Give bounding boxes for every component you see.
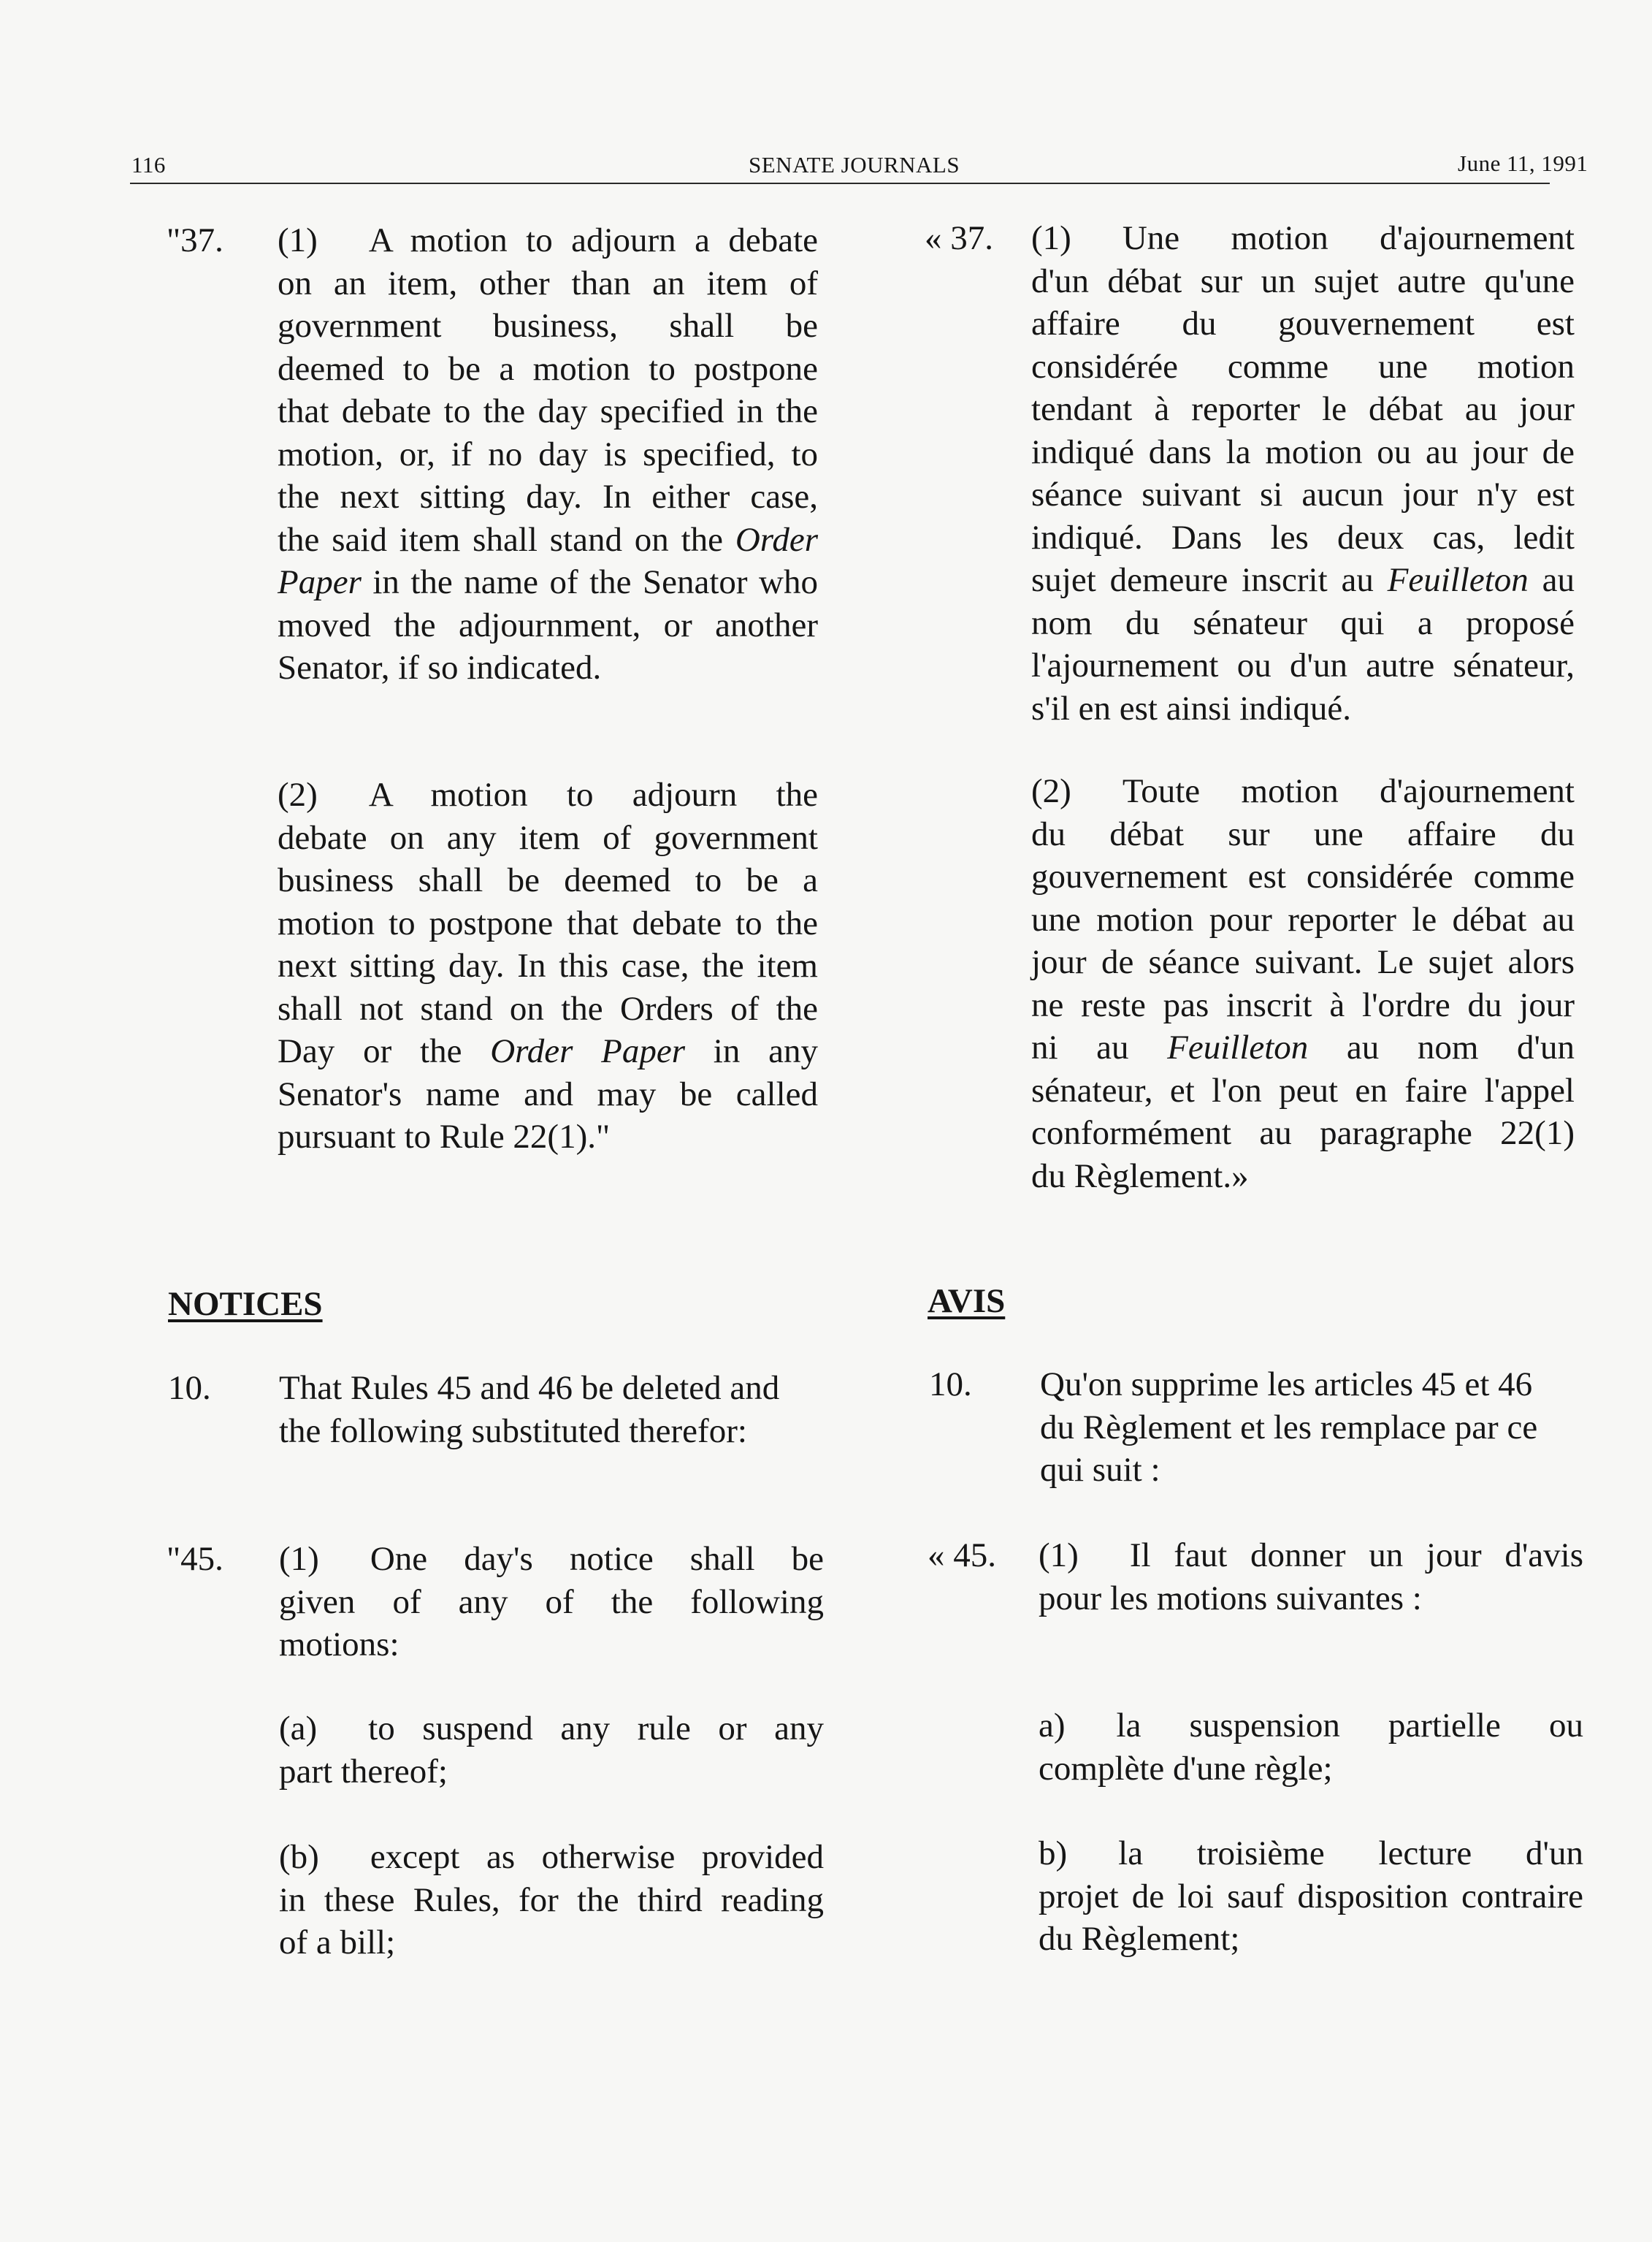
text-line: (1) Il faut donner un jour d'avis (1039, 1536, 1583, 1574)
text-line: motion to postpone that debate to the (278, 904, 818, 942)
text-line: Paper in the name of the Senator who (278, 563, 818, 601)
text-line: s'il en est ainsi indiqué. (1031, 689, 1351, 728)
text-line: part thereof; (279, 1752, 448, 1791)
text-line: business shall be deemed to be a (278, 861, 818, 899)
text-line: considérée comme une motion (1031, 347, 1575, 386)
text-line: a) la suspension partielle ou (1039, 1707, 1583, 1745)
regle-45-item-a (1039, 1704, 1583, 1790)
para-label: (1) (1031, 219, 1071, 257)
text-line: on an item, other than an item of (278, 264, 818, 302)
text-line: pour les motions suivantes : (1039, 1579, 1422, 1617)
text-line: government business, shall be (278, 307, 818, 345)
para-label: (a) (279, 1709, 318, 1747)
text-line: complète d'une règle; (1039, 1749, 1333, 1788)
para-label: a) (1039, 1707, 1066, 1745)
text-line: ne reste pas inscrit à l'ordre du jour (1031, 985, 1575, 1024)
rule-37-number: "37. (167, 221, 223, 259)
text-line: indiqué. Dans les deux cas, ledit (1031, 518, 1575, 557)
text-line: motions: (279, 1625, 399, 1663)
rule-37-para-1 (278, 219, 818, 690)
text-line: of a bill; (279, 1923, 396, 1961)
text-line: l'ajournement ou d'un autre sénateur, (1031, 647, 1575, 685)
regle-45-number: « 45. (928, 1536, 996, 1574)
text-line: (1) One day's notice shall be (279, 1540, 824, 1578)
text-line: next sitting day. In this case, the item (278, 947, 818, 985)
avis-item-10-text (1040, 1363, 1583, 1492)
text-line: (2) Toute motion d'ajournement (1031, 772, 1575, 810)
para-label: (1) (278, 221, 318, 259)
text-line: pursuant to Rule 22(1)." (278, 1118, 611, 1156)
regle-37-number: « 37. (925, 219, 993, 257)
text-line: d'un débat sur un sujet autre qu'une (1031, 262, 1575, 300)
text-line: projet de loi sauf disposition contraire (1039, 1877, 1583, 1915)
text-line: ni au Feuilleton au nom d'un (1031, 1029, 1575, 1067)
rule-45-number: "45. (167, 1540, 223, 1578)
text-line: sujet demeure inscrit au Feuilleton au (1031, 561, 1575, 599)
text-line: séance suivant si aucun jour n'y est (1031, 476, 1575, 514)
text-line: deemed to be a motion to postpone (278, 349, 818, 388)
text-line: jour de séance suivant. Le sujet alors (1031, 943, 1575, 981)
text-line: (a) to suspend any rule or any (279, 1709, 824, 1747)
text-line: that debate to the day specified in the (278, 392, 818, 430)
text-line: Day or the Order Paper in any (278, 1032, 818, 1070)
para-label: (1) (1039, 1536, 1079, 1574)
text-line: (1) Une motion d'ajournement (1031, 219, 1575, 257)
rule-37-para-2 (278, 774, 818, 1159)
regle-37-para-1 (1031, 217, 1575, 730)
text-line: b) la troisième lecture d'un (1039, 1834, 1583, 1872)
text-line: the next sitting day. In either case, (278, 478, 818, 516)
text-line: shall not stand on the Orders of the (278, 989, 818, 1028)
text-line: (b) except as otherwise provided (279, 1838, 824, 1876)
text-line: That Rules 45 and 46 be deleted and (279, 1369, 780, 1407)
text-line: in these Rules, for the third reading (279, 1880, 824, 1919)
para-label: b) (1039, 1834, 1068, 1872)
text-line: une motion pour reporter le débat au (1031, 900, 1575, 939)
page-date: June 11, 1991 (1458, 150, 1588, 176)
text-line: affaire du gouvernement est (1031, 305, 1575, 343)
text-line: qui suit : (1040, 1451, 1160, 1489)
text-line: du débat sur une affaire du (1031, 815, 1575, 853)
avis-item-10-number: 10. (929, 1365, 972, 1403)
text-line: given of any of the following (279, 1582, 824, 1621)
running-title: SENATE JOURNALS (749, 152, 960, 178)
text-line: Qu'on supprime les articles 45 et 46 (1040, 1365, 1533, 1403)
para-label: (2) (1031, 772, 1071, 810)
para-label: (1) (279, 1540, 319, 1578)
text-line: moved the adjournment, or another (278, 606, 818, 644)
page-number: 116 (131, 152, 166, 178)
regle-37-para-2 (1031, 770, 1575, 1197)
rule-45-para-1 (279, 1538, 824, 1666)
text-line: the said item shall stand on the Order (278, 520, 818, 559)
text-line: conformément au paragraphe 22(1) (1031, 1114, 1575, 1152)
text-line: gouvernement est considérée comme (1031, 858, 1575, 896)
text-line: Senator, if so indicated. (278, 649, 602, 687)
rule-45-item-b (279, 1836, 824, 1964)
regle-45-para-1 (1039, 1534, 1583, 1620)
header-rule (130, 183, 1550, 184)
rule-45-item-a (279, 1707, 824, 1793)
text-line: tendant à reporter le débat au jour (1031, 390, 1575, 428)
para-label: (b) (279, 1838, 319, 1876)
notices-heading: NOTICES (168, 1285, 323, 1323)
regle-45-item-b (1039, 1832, 1583, 1961)
text-line: indiqué dans la motion ou au jour de (1031, 432, 1575, 471)
text-line: sénateur, et l'on peut en faire l'appel (1031, 1071, 1575, 1110)
item-10-number: 10. (168, 1369, 211, 1407)
text-line: (2) A motion to adjourn the (278, 776, 818, 814)
text-line: Senator's name and may be called (278, 1075, 818, 1113)
text-line: motion, or, if no day is specified, to (278, 435, 818, 473)
text-line: du Règlement.» (1031, 1156, 1249, 1195)
item-10-text (279, 1367, 819, 1452)
text-line: (1) A motion to adjourn a debate (278, 221, 818, 259)
text-line: du Règlement; (1039, 1920, 1240, 1958)
text-line: du Règlement et les remplace par ce (1040, 1408, 1538, 1446)
avis-heading: AVIS (928, 1282, 1006, 1320)
text-line: debate on any item of government (278, 818, 818, 857)
text-line: the following substituted therefor: (279, 1411, 747, 1450)
para-label: (2) (278, 776, 318, 814)
text-line: nom du sénateur qui a proposé (1031, 603, 1575, 642)
